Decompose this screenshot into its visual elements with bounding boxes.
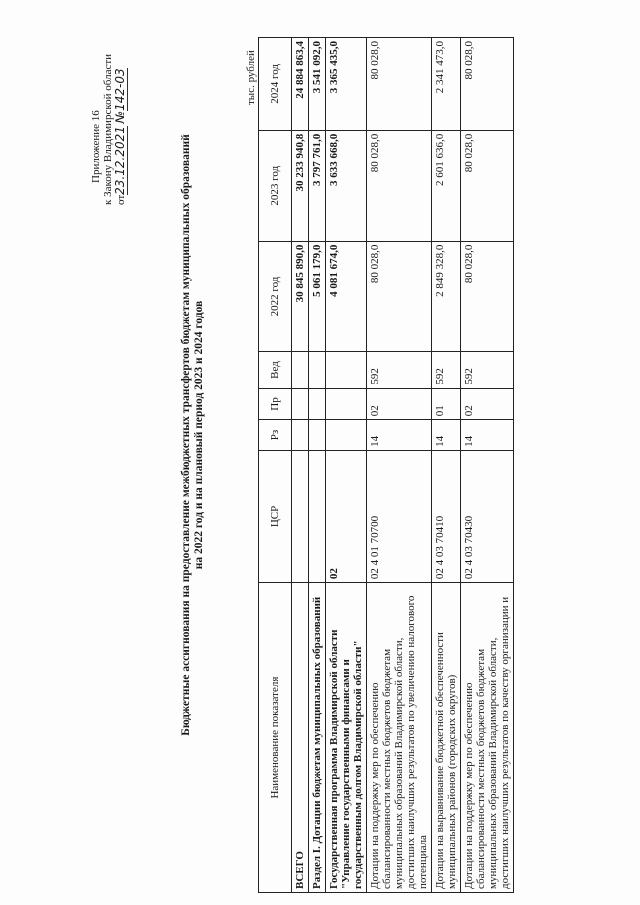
row-pr: 01	[432, 388, 461, 420]
row-rz	[309, 420, 326, 451]
row-csr: 02	[326, 450, 367, 582]
row-ved	[292, 352, 309, 388]
annex-number-prefix: №	[113, 110, 127, 124]
row-2022: 80 028,0	[367, 241, 432, 352]
row-csr: 02 4 01 70700	[367, 450, 432, 582]
header-2024: 2024 год	[259, 38, 292, 131]
annex-title: Приложение 16	[90, 110, 102, 183]
header-name: Наименование показателя	[259, 583, 292, 893]
row-csr	[292, 450, 309, 582]
row-2023: 80 028,0	[461, 130, 514, 241]
row-2023: 3 797 761,0	[309, 130, 326, 241]
row-2023: 3 633 668,0	[326, 130, 367, 241]
row-name: Дотации на поддержку мер по обеспечению сбалансированности местных бюджетов бюджетам муниципальных образований Владимирской области, достигших наилучших результатов по увеличению налогового потенциала	[367, 583, 432, 893]
annex-date: 23.12.2021	[113, 126, 127, 195]
header-ved: Вед	[259, 352, 292, 388]
annex-number: 142-03	[113, 68, 127, 111]
annex-date-line	[114, 5, 127, 205]
row-rz: 14	[367, 420, 432, 451]
annex-block	[90, 5, 127, 205]
row-2023: 30 233 940,8	[292, 130, 309, 241]
title-line-1: Бюджетные ассигнования на предоставление межбюджетных трансфертов бюджетам муниципальных образований	[180, 134, 192, 736]
table-row	[432, 38, 461, 893]
row-2024: 3 541 092,0	[309, 38, 326, 131]
table-row	[326, 38, 367, 893]
row-pr: 02	[367, 388, 432, 420]
document-title	[180, 35, 206, 835]
row-rz: 14	[432, 420, 461, 451]
row-ved: 592	[367, 352, 432, 388]
header-rz: Рз	[259, 420, 292, 451]
header-2023: 2023 год	[259, 130, 292, 241]
row-name: Дотации на выравнивание бюджетной обеспеченности муниципальных районов (городских округов)	[432, 583, 461, 893]
row-2022: 30 845 890,0	[292, 241, 309, 352]
row-ved	[326, 352, 367, 388]
row-2022: 5 061 179,0	[309, 241, 326, 352]
table-row	[367, 38, 432, 893]
units-label: тыс. рублей	[245, 50, 257, 105]
row-2023: 2 601 636,0	[432, 130, 461, 241]
row-rz	[326, 420, 367, 451]
annex-date-prefix: от	[115, 194, 127, 205]
row-name: Дотации на поддержку мер по обеспечению сбалансированности местных бюджетов бюджетам муниципальных образований Владимирской области, достигших наилучших результатов по качеству организации и	[461, 583, 514, 893]
row-pr	[326, 388, 367, 420]
annex-law: к Закону Владимирской области	[102, 53, 114, 205]
row-rz: 14	[461, 420, 514, 451]
table-row	[461, 38, 514, 893]
row-ved	[309, 352, 326, 388]
appropriations-table	[258, 37, 514, 893]
row-pr	[309, 388, 326, 420]
row-2024: 80 028,0	[367, 38, 432, 131]
row-2024: 3 365 435,0	[326, 38, 367, 131]
row-ved: 592	[432, 352, 461, 388]
row-2022: 4 081 674,0	[326, 241, 367, 352]
table-row	[309, 38, 326, 893]
header-2022: 2022 год	[259, 241, 292, 352]
title-line-2: на 2022 год и на плановый период 2023 и 2024 годов	[193, 300, 205, 570]
row-csr: 02 4 03 70430	[461, 450, 514, 582]
row-2022: 2 849 328,0	[432, 241, 461, 352]
row-2024: 2 341 473,0	[432, 38, 461, 131]
row-2023: 80 028,0	[367, 130, 432, 241]
row-rz	[292, 420, 309, 451]
header-csr: ЦСР	[259, 450, 292, 582]
table-row	[292, 38, 309, 893]
row-2024: 80 028,0	[461, 38, 514, 131]
table-header-row	[259, 38, 292, 893]
row-csr	[309, 450, 326, 582]
row-name: Раздел I. Дотации бюджетам муниципальных образований	[309, 583, 326, 893]
row-ved: 592	[461, 352, 514, 388]
row-pr: 02	[461, 388, 514, 420]
row-pr	[292, 388, 309, 420]
row-2022: 80 028,0	[461, 241, 514, 352]
row-name: Государственная программа Владимирской области "Управление государственными финансами и государственным долгом Владимирской области"	[326, 583, 367, 893]
header-pr: Пр	[259, 388, 292, 420]
row-csr: 02 4 03 70410	[432, 450, 461, 582]
row-2024: 24 884 863,4	[292, 38, 309, 131]
row-name: ВСЕГО	[292, 583, 309, 893]
